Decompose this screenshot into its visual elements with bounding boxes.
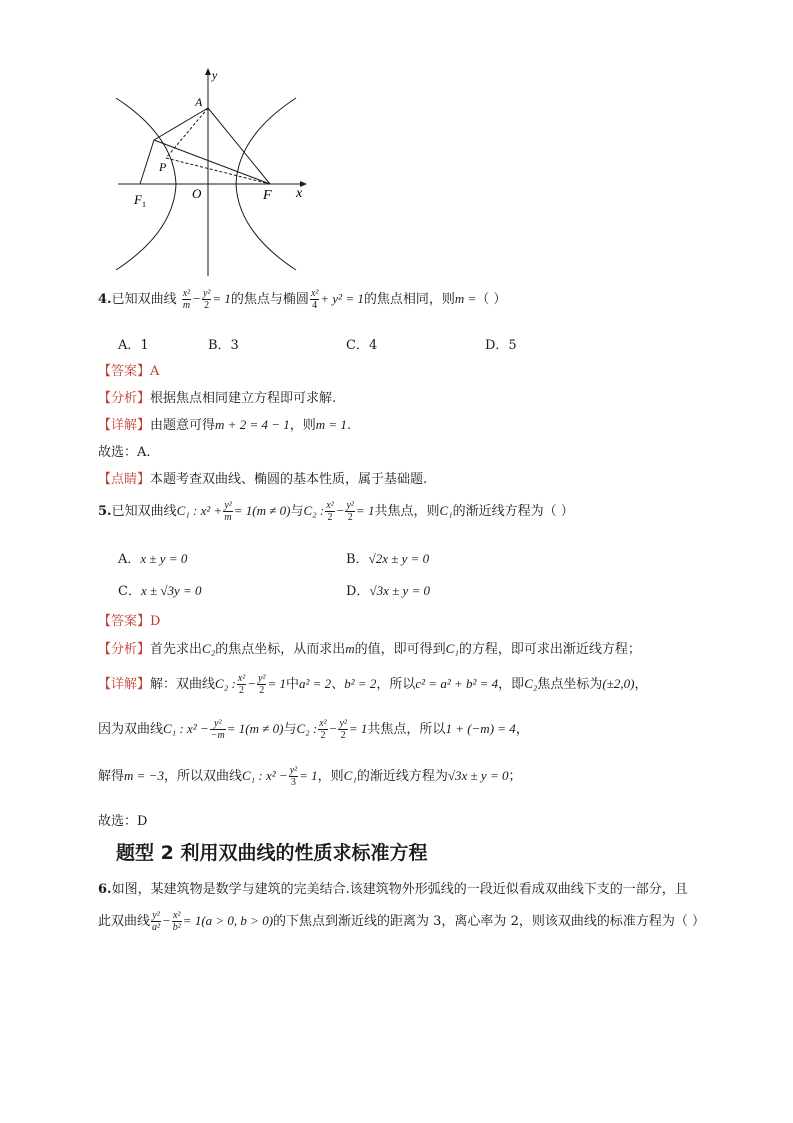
q5-option-c[interactable]: C．x ± √3y = 0 (118, 583, 202, 599)
q5-d2-frac-y2-negm: $\frac{\text{y²}}{-m}$ (210, 718, 225, 741)
q4-analysis-text: 根据焦点相同建立方程即可求解. (150, 391, 337, 406)
segment-P-F (166, 158, 270, 184)
q4-frac-y2-2: $\frac{\text{y²}}{2}$ (202, 288, 211, 311)
q6-frac-x2-b2: $\frac{\text{x²}}{\text{b²}}$ (172, 910, 181, 933)
q4-answer (98, 360, 159, 379)
q5-detail1-g: ， (634, 677, 648, 692)
q4-number: 4. (98, 292, 112, 307)
q5-detail-line3: 解得m = −3，所以双曲线C₁ : x² − $\frac{\text{y²}}{3}$ = 1，则C₁的渐近线方程为√3x ± y = 0； (98, 765, 522, 788)
section-title: 题型 2 利用双曲线的性质求标准方程 (116, 842, 428, 864)
q5-d1-frac-y2-2: $\frac{\text{y²}}{2}$ (258, 673, 266, 696)
label-x: x (296, 186, 303, 201)
q5-answer-value: D (150, 614, 161, 629)
q5-detail1-f: 焦点坐标为 (537, 677, 603, 692)
q4-detail: 【详解】由题意可得m + 2 = 4 − 1，则m = 1. (98, 417, 352, 433)
q4-comment-tag: 【点睛】 (98, 472, 151, 487)
q4-stem-d: （ ） (476, 292, 507, 307)
q5-analysis-a: 首先求出 (150, 642, 203, 657)
q4-frac-x2-4: $\frac{\text{x²}}{4}$ (310, 288, 319, 311)
q6-line2-a: 此双曲线 (98, 914, 151, 929)
q5-stem-c: 共焦点，则 (374, 504, 440, 519)
q5-analysis-c: 的值，即可得到 (354, 642, 446, 657)
q5-frac-x2-2: $\frac{\text{x²}}{2}$ (326, 500, 334, 523)
q4-stem-c: 的焦点相同，则 (363, 292, 455, 307)
label-F: F (263, 188, 272, 203)
q4-detail-a: 由题意可得 (150, 418, 216, 433)
q5-detail1-a: 解：双曲线 (150, 677, 216, 692)
hyperbola-figure (108, 66, 313, 278)
q5-detail1-e: ，即 (498, 677, 525, 692)
q4-frac-x2-m: $\frac{\text{x²}}{m}$ (182, 288, 191, 311)
q5-option-c-label: C． (118, 584, 141, 599)
q4-detail-c: . (346, 418, 352, 433)
q5-detail1-b: 中 (286, 677, 300, 692)
q5-frac-y2-2: $\frac{\text{y²}}{2}$ (346, 500, 354, 523)
q5-d1-frac-x2-2: $\frac{\text{x²}}{2}$ (237, 673, 246, 696)
q5-analysis-b: 的焦点坐标，从而求出 (215, 642, 346, 657)
q5-option-d[interactable]: D．√3x ± y = 0 (346, 583, 431, 599)
q5-detail-line1: 【详解】解：双曲线C₂ : $\frac{\text{x²}}{2}$ − $\frac{\text{y²}}{2}$ = 1中a² = 2、b² = 2，所以c² = a² + b² = 4，即C₂焦点坐标为(±2,0)， (98, 673, 648, 696)
q6-line1-text: 如图，某建筑物是数学与建筑的完美结合.该建筑物外形弧线的一段近似看成双曲线下支的一部分，且 (111, 882, 688, 897)
q5-choose: 故选：D (98, 814, 148, 829)
q5-d3-frac-y2-3: $\frac{\text{y²}}{3}$ (289, 765, 298, 788)
q4-stem: 4.已知双曲线 $\frac{\text{x²}}{m}$ − $\frac{\text{y²}}{2}$ = 1的焦点与椭圆 $\frac{\text{x²}}{4}$ + y² = 1的焦点相同，则m =（ ） (98, 288, 507, 311)
q4-detail-tag: 【详解】 (98, 418, 151, 433)
y-axis-arrow (205, 68, 211, 75)
q6-line2: 此双曲线 $\frac{\text{y²}}{\text{a²}}$ − $\frac{\text{x²}}{\text{b²}}$ = 1(a > 0, b > 0)的下焦点到渐近线的距离为 3，离心率为 2，则该双曲线的标准方程为（ ） (98, 910, 705, 933)
q4-option-c[interactable]: C．4 (346, 338, 378, 353)
q5-detail2-c: 共焦点，所以 (367, 722, 446, 737)
label-y: y (212, 68, 218, 82)
q4-option-d[interactable]: D．5 (485, 338, 517, 353)
q4-stem-a: 已知双曲线 (111, 292, 177, 307)
q4-detail-b: ，则 (289, 418, 316, 433)
q5-option-d-label: D． (346, 584, 370, 599)
q5-detail1-c: 、 (331, 677, 345, 692)
q4-option-a[interactable]: A．1 (118, 338, 149, 353)
q5-stem-d: 的渐近线方程为（ ） (452, 504, 574, 519)
q5-analysis: 【分析】首先求出C₂的焦点坐标，从而求出m的值，即可得到C₁的方程，即可求出渐近线方程； (98, 641, 641, 657)
q6-number: 6. (98, 882, 112, 897)
q5-d2-frac-x2-2: $\frac{\text{x²}}{2}$ (319, 718, 327, 741)
q4-stem-b: 的焦点与椭圆 (230, 292, 309, 307)
q5-detail2-d: ， (515, 722, 529, 737)
q5-detail3-c: ，则 (317, 769, 344, 784)
label-O: O (192, 186, 202, 201)
q5-stem: 5.已知双曲线C₁ : x² + $\frac{\text{y²}}{m}$ = 1(m ≠ 0)与C₂ : $\frac{\text{x²}}{2}$ − $\frac{\text{y²}}{2}$ = 1共焦点，则C₁的渐近线方程为（ ） (98, 500, 574, 523)
q5-detail1-d: ，所以 (376, 677, 416, 692)
q5-option-b-label: B． (346, 552, 369, 567)
q6-line2-b: 的下焦点到渐近线的距离为 3，离心率为 2，则该双曲线的标准方程为（ ） (273, 914, 705, 929)
label-F1-sub: 1 (142, 200, 146, 209)
q5-answer (98, 610, 160, 629)
q4-answer-tag: 【答案】 (98, 364, 151, 379)
q5-detail3-b: ，所以双曲线 (163, 769, 242, 784)
q5-stem-a: 已知双曲线 (111, 504, 177, 519)
q5-option-a-label: A． (118, 552, 141, 567)
q4-answer-value: A (150, 364, 160, 379)
q4-comment (98, 468, 427, 487)
q5-stem-b: 与 (290, 504, 304, 519)
q5-answer-tag: 【答案】 (98, 614, 151, 629)
q5-analysis-d: 的方程，即可求出渐近线方程； (458, 642, 641, 657)
label-P: P (159, 160, 167, 174)
q5-detail3-e: ； (508, 769, 522, 784)
q5-detail-tag: 【详解】 (98, 677, 151, 692)
label-A: A (195, 95, 203, 109)
q5-frac-y2-m: $\frac{\text{y²}}{m}$ (224, 500, 232, 523)
q5-option-b[interactable]: B．√2x ± y = 0 (346, 551, 430, 567)
q5-detail-line2: 因为双曲线C₁ : x² − $\frac{\text{y²}}{-m}$ = 1(m ≠ 0)与C₂ : $\frac{\text{x²}}{2}$ − $\frac{\text{y²}}{2}$ = 1共焦点，所以1 + (−m) = 4， (98, 718, 529, 741)
q5-d2-frac-y2-2: $\frac{\text{y²}}{2}$ (339, 718, 347, 741)
q5-detail3-a: 解得 (98, 769, 125, 784)
q6-line1 (98, 878, 688, 897)
q4-option-b[interactable]: B．3 (208, 338, 239, 353)
segment-A-K (154, 108, 208, 140)
q5-analysis-tag: 【分析】 (98, 642, 151, 657)
segment-K-F1 (140, 140, 154, 184)
q4-comment-text: 本题考查双曲线、椭圆的基本性质，属于基础题. (150, 472, 428, 487)
segment-A-P (166, 108, 208, 158)
q5-detail3-d: 的渐近线方程为 (356, 769, 448, 784)
q5-option-a[interactable]: A．x ± y = 0 (118, 551, 188, 567)
q4-analysis-tag: 【分析】 (98, 391, 151, 406)
q5-detail2-b: 与 (283, 722, 297, 737)
q4-analysis (98, 387, 336, 406)
q6-frac-y2-a2: $\frac{\text{y²}}{\text{a²}}$ (152, 910, 161, 933)
q5-detail2-a: 因为双曲线 (98, 722, 164, 737)
label-F1: F (134, 192, 142, 207)
q5-number: 5. (98, 504, 112, 519)
q4-choose: 故选：A. (98, 445, 151, 460)
